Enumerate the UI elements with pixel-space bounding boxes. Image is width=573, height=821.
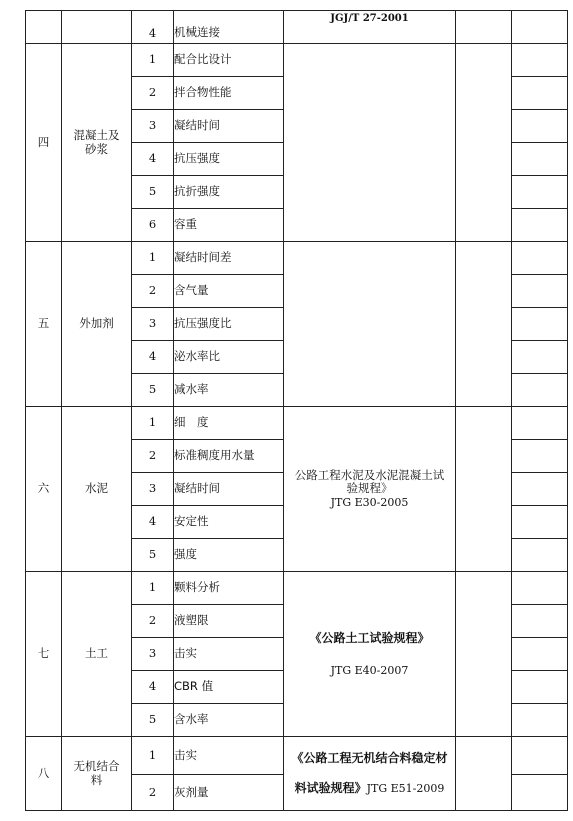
blank-cell — [456, 11, 512, 44]
blank-cell — [512, 176, 568, 209]
item-number: 5 — [132, 539, 174, 572]
item-number: 4 — [132, 671, 174, 704]
table-row — [26, 44, 568, 77]
item-name: CBR 值 — [174, 671, 284, 704]
category-name: 混凝土及 砂浆 — [62, 44, 132, 242]
item-name: 细 度 — [174, 407, 284, 440]
blank-cell — [512, 11, 568, 44]
blank-cell — [512, 341, 568, 374]
table-row — [26, 242, 568, 275]
item-number: 5 — [132, 374, 174, 407]
blank-cell — [512, 209, 568, 242]
name-cell — [62, 11, 132, 44]
item-number: 4 — [132, 506, 174, 539]
item-number: 1 — [132, 242, 174, 275]
item-name: 含气量 — [174, 275, 284, 308]
category-number: 四 — [26, 44, 62, 242]
table-row — [26, 572, 568, 605]
item-number: 1 — [132, 572, 174, 605]
item-name: 抗压强度 — [174, 143, 284, 176]
item-number: 4 — [132, 11, 174, 44]
category-name: 水泥 — [62, 407, 132, 572]
item-name: 抗折强度 — [174, 176, 284, 209]
blank-cell — [512, 671, 568, 704]
standard-cell: 《公路土工试验规程》 JTG E40-2007 — [284, 572, 456, 737]
item-name: 容重 — [174, 209, 284, 242]
table-row — [26, 737, 568, 775]
item-number: 3 — [132, 308, 174, 341]
item-number: 4 — [132, 143, 174, 176]
item-name: 泌水率比 — [174, 341, 284, 374]
item-number: 1 — [132, 737, 174, 775]
category-name: 无机结合 料 — [62, 737, 132, 811]
category-number: 八 — [26, 737, 62, 811]
item-name: 强度 — [174, 539, 284, 572]
item-number: 3 — [132, 110, 174, 143]
blank-cell — [512, 572, 568, 605]
blank-cell — [512, 77, 568, 110]
item-name: 击实 — [174, 638, 284, 671]
blank-cell — [512, 775, 568, 811]
blank-cell — [512, 110, 568, 143]
standard-cell: 公路工程水泥及水泥混凝土试 验规程》 JTG E30-2005 — [284, 407, 456, 572]
blank-cell — [512, 737, 568, 775]
item-name: 液塑限 — [174, 605, 284, 638]
category-number: 六 — [26, 407, 62, 572]
standard-cell — [284, 44, 456, 242]
item-number: 2 — [132, 440, 174, 473]
item-number: 1 — [132, 44, 174, 77]
item-name: 减水率 — [174, 374, 284, 407]
blank-cell — [512, 638, 568, 671]
blank-cell — [456, 242, 512, 407]
blank-cell — [512, 275, 568, 308]
blank-cell — [512, 44, 568, 77]
blank-cell — [512, 704, 568, 737]
blank-cell — [456, 572, 512, 737]
item-number: 3 — [132, 473, 174, 506]
blank-cell — [512, 440, 568, 473]
blank-cell — [512, 308, 568, 341]
item-name: 拌合物性能 — [174, 77, 284, 110]
item-name: 安定性 — [174, 506, 284, 539]
blank-cell — [456, 44, 512, 242]
blank-cell — [512, 473, 568, 506]
item-name: 配合比设计 — [174, 44, 284, 77]
item-name: 机械连接 — [174, 11, 284, 44]
item-name: 颗料分析 — [174, 572, 284, 605]
item-number: 2 — [132, 775, 174, 811]
item-number: 2 — [132, 275, 174, 308]
standard-cell — [284, 242, 456, 407]
item-number: 3 — [132, 638, 174, 671]
item-name: 标准稠度用水量 — [174, 440, 284, 473]
standard-cell: JGJ/T 27-2001 — [284, 11, 456, 44]
item-name: 凝结时间 — [174, 110, 284, 143]
item-name: 含水率 — [174, 704, 284, 737]
blank-cell — [512, 374, 568, 407]
item-number: 5 — [132, 176, 174, 209]
item-name: 灰剂量 — [174, 775, 284, 811]
standard-cell: 《公路工程无机结合料稳定材 料试验规程》JTG E51-2009 — [284, 737, 456, 811]
table-row — [26, 11, 568, 44]
blank-cell — [512, 506, 568, 539]
item-name: 凝结时间 — [174, 473, 284, 506]
item-number: 2 — [132, 77, 174, 110]
blank-cell — [456, 407, 512, 572]
category-name: 外加剂 — [62, 242, 132, 407]
item-number: 1 — [132, 407, 174, 440]
item-number: 4 — [132, 341, 174, 374]
item-number: 6 — [132, 209, 174, 242]
item-name: 击实 — [174, 737, 284, 775]
item-name: 凝结时间差 — [174, 242, 284, 275]
table-row — [26, 407, 568, 440]
item-number: 2 — [132, 605, 174, 638]
category-name: 土工 — [62, 572, 132, 737]
category-number: 七 — [26, 572, 62, 737]
item-name: 抗压强度比 — [174, 308, 284, 341]
standards-table — [25, 10, 568, 811]
blank-cell — [456, 737, 512, 811]
category-cell — [26, 11, 62, 44]
blank-cell — [512, 407, 568, 440]
blank-cell — [512, 605, 568, 638]
item-number: 5 — [132, 704, 174, 737]
blank-cell — [512, 143, 568, 176]
category-number: 五 — [26, 242, 62, 407]
blank-cell — [512, 539, 568, 572]
blank-cell — [512, 242, 568, 275]
